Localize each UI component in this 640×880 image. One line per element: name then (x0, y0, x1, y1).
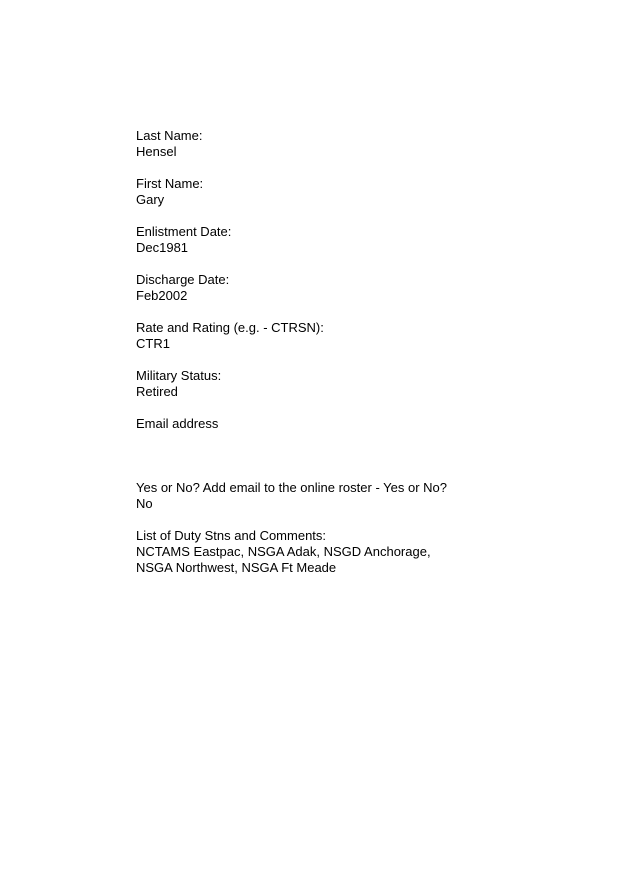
duty-stations-label: List of Duty Stns and Comments: (136, 528, 327, 543)
first-name-field (136, 176, 616, 208)
enlistment-date-field (136, 224, 616, 256)
roster-field (136, 480, 616, 512)
duty-stations-line: NSGA Northwest, NSGA Ft Meade (136, 560, 337, 575)
email-field (136, 416, 616, 448)
rate-rating-value: CTR1 (136, 336, 170, 351)
discharge-date-label: Discharge Date: (136, 272, 230, 287)
enlistment-date-value: Dec1981 (136, 240, 189, 255)
roster-label: Yes or No? Add email to the online roster - Yes or No? (136, 480, 447, 495)
last-name-label: Last Name: (136, 128, 203, 143)
document-body (136, 128, 616, 592)
first-name-value: Gary (136, 192, 165, 207)
enlistment-date-label: Enlistment Date: (136, 224, 232, 239)
email-label: Email address (136, 416, 219, 431)
military-status-field (136, 368, 616, 400)
last-name-field (136, 128, 616, 160)
email-value (136, 432, 616, 448)
military-status-label: Military Status: (136, 368, 222, 383)
duty-stations-field (136, 528, 616, 576)
last-name-value: Hensel (136, 144, 177, 159)
rate-rating-field (136, 320, 616, 352)
first-name-label: First Name: (136, 176, 204, 191)
military-status-value: Retired (136, 384, 178, 399)
discharge-date-value: Feb2002 (136, 288, 188, 303)
rate-rating-label: Rate and Rating (e.g. - CTRSN): (136, 320, 324, 335)
roster-value: No (136, 496, 153, 511)
discharge-date-field (136, 272, 616, 304)
duty-stations-line: NCTAMS Eastpac, NSGA Adak, NSGD Anchorage, (136, 544, 431, 559)
